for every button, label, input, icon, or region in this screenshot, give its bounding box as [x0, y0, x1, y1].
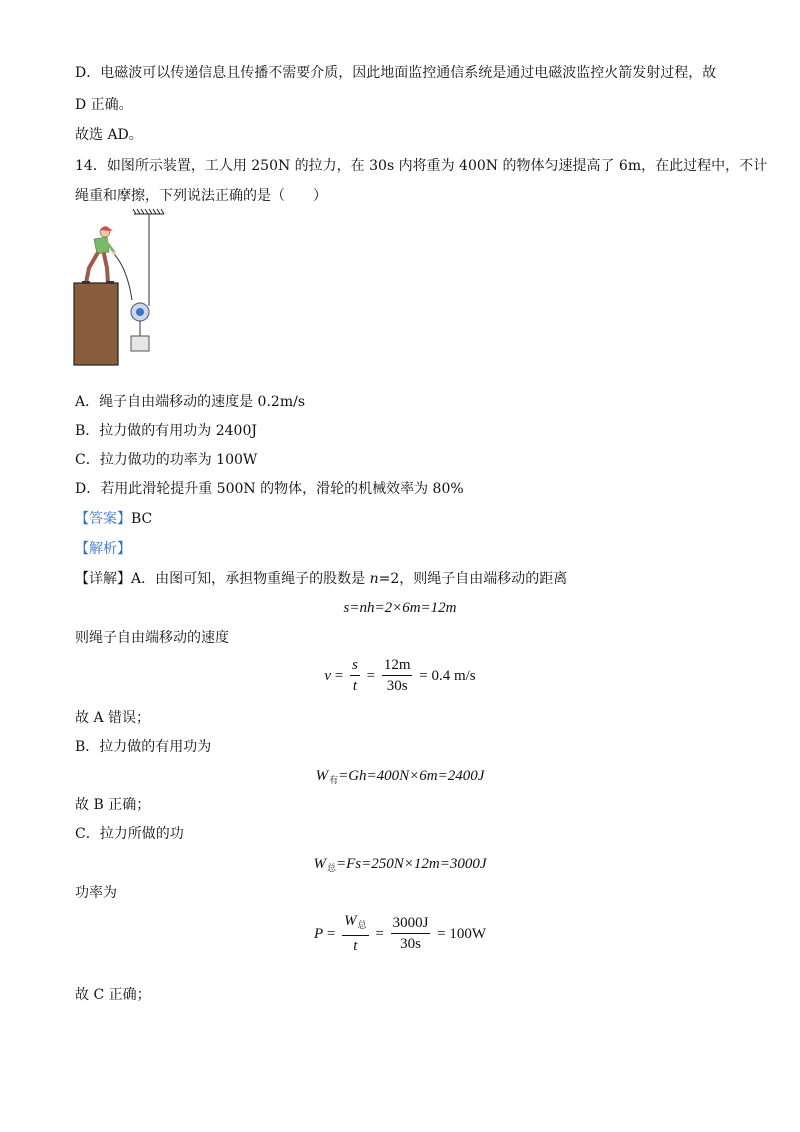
eq5-f2-num: 3000J [391, 914, 431, 934]
eq3-sub: 有 [329, 775, 339, 785]
answer-line [75, 510, 152, 528]
eq5-fraction-symbolic [342, 912, 369, 955]
equation-power: P = $\frac{W_总}{t}$ = $\frac{3000J}{30s}$ = 100W [313, 913, 487, 954]
question-14-line1: 14．如图所示装置，工人用 250N 的拉力，在 30s 内将重为 400N 的物体匀速提高了 6m，在此过程中，不计 [75, 158, 768, 174]
answer-value: BC [131, 511, 153, 527]
option-b: B．拉力做的有用功为 2400J [75, 423, 257, 439]
eq5-f1-num-w: W [344, 913, 357, 929]
eq5-rhs: 100W [449, 925, 487, 942]
detail-a-intro-var: n [369, 571, 379, 587]
equation-distance: s=nh=2×6m=12m [343, 600, 457, 616]
conclusion-b: 故 B 正确； [75, 797, 151, 813]
load-block [131, 336, 149, 351]
detail-b-intro: B．拉力做的有用功为 [75, 739, 212, 755]
ceiling-mount [133, 209, 164, 214]
eq2-fraction-symbolic [350, 656, 360, 695]
question-14-line2: 绳重和摩擦，下列说法正确的是（ ） [75, 188, 327, 204]
power-intro: 功率为 [75, 885, 117, 901]
eq3-w: W [315, 768, 329, 784]
equation-useful-work [0, 767, 800, 789]
eq3-rest: =Gh=400N×6m=2400J [338, 768, 485, 784]
analysis-tag [75, 540, 131, 558]
equation-speed: v = $\frac{s}{t}$ = $\frac{12m}{30s}$ = 0.4 m/s [324, 657, 476, 694]
eq5-lhs: P [313, 925, 324, 942]
conclusion-c: 故 C 正确； [75, 987, 151, 1003]
eq4-w: W [313, 856, 326, 872]
equation-total-work [0, 855, 800, 877]
option-c: C．拉力做功的功率为 100W [75, 452, 258, 468]
pulley-diagram [72, 208, 187, 368]
eq2-lhs: v [324, 667, 332, 684]
eq2-f1-num: s [350, 656, 360, 676]
option-a: A．绳子自由端移动的速度是 0.2m/s [75, 394, 306, 410]
detail-a-intro-post: =2，则绳子自由端移动的距离 [378, 571, 568, 587]
conclusion-a: 故 A 错误； [75, 710, 151, 726]
analysis-label: 【解析】 [75, 541, 131, 557]
eq5-f1-num-sub: 总 [357, 920, 367, 930]
eq5-f2-den: 30s [400, 936, 421, 952]
detail-c-intro: C．拉力所做的功 [75, 826, 184, 842]
speed-intro: 则绳子自由端移动的速度 [75, 630, 229, 646]
eq2-f2-den: 30s [386, 678, 408, 694]
eq4-rest: =Fs=250N×12m=3000J [336, 856, 487, 872]
eq4-sub: 总 [327, 863, 337, 873]
platform-box [74, 283, 118, 365]
detail-tag: 【详解】 [75, 571, 131, 587]
eq5-f1-den: t [353, 938, 358, 954]
previous-answer-choice: 故选 AD。 [75, 127, 143, 143]
eq2-fraction-numeric [382, 656, 413, 695]
eq2-rhs: 0.4 m/s [431, 667, 476, 684]
eq2-f1-den: t [352, 678, 357, 694]
eq5-fraction-numeric [391, 914, 431, 953]
option-d-explanation-line2: D 正确。 [75, 97, 133, 113]
option-d-explanation-line1: D．电磁波可以传递信息且传播不需要介质，因此地面监控通信系统是通过电磁波监控火箭发射过程，故 [75, 65, 717, 81]
answer-tag: 【答案】 [75, 511, 131, 527]
detail-a-intro [75, 570, 567, 588]
detail-a-intro-pre: A．由图可知，承担物重绳子的股数是 [131, 571, 370, 587]
worker-figure [82, 226, 116, 284]
option-d: D．若用此滑轮提升重 500N 的物体，滑轮的机械效率为 80% [75, 481, 464, 497]
eq2-f2-num: 12m [382, 656, 413, 676]
